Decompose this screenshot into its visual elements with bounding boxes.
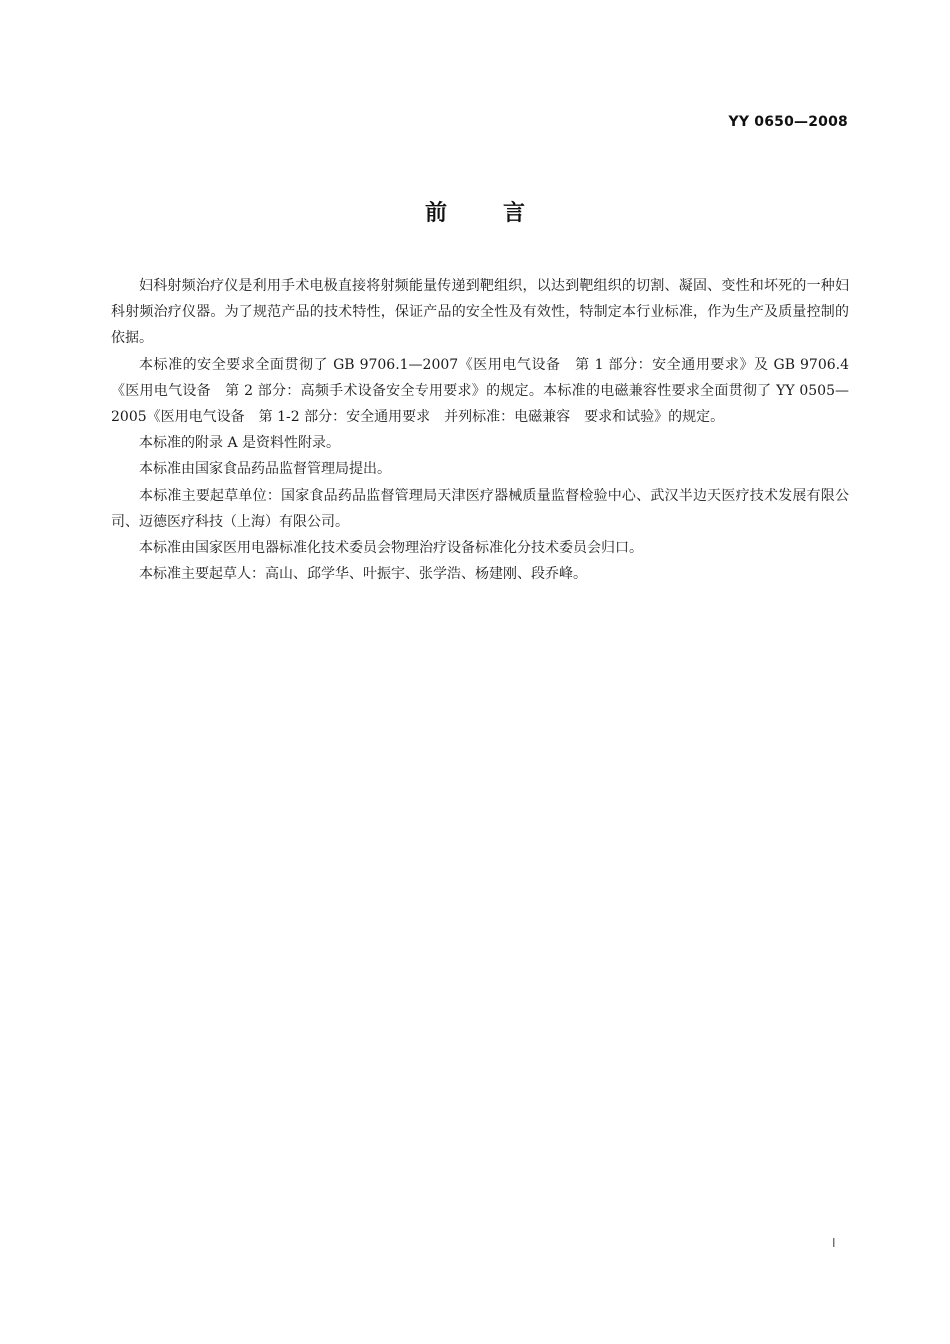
- standard-number: YY 0650—2008: [728, 114, 848, 130]
- foreword-body: [111, 273, 849, 587]
- paragraph-appendix: 本标准的附录 A 是资料性附录。: [139, 435, 341, 452]
- paragraph-proposed-by: 本标准由国家食品药品监督管理局提出。: [139, 461, 391, 478]
- paragraph-safety-requirements: 本标准的安全要求全面贯彻了 GB 9706.1—2007《医用电气设备 第 1 部分：安全通用要求》及 GB 9706.4《医用电气设备 第 2 部分：高频手术设备安全专用要求》的规定。本标准的电磁兼容性要求全面贯彻了 YY 0505—2005《医用电气设备 第 1-2 部分：安全通用要求 并列标准：电磁兼容 要求和试验》的规定。: [111, 356, 849, 426]
- page-number: I: [832, 1236, 836, 1250]
- paragraph-drafters: 本标准主要起草人：高山、邱学华、叶振宇、张学浩、杨建刚、段乔峰。: [139, 566, 587, 583]
- paragraph-drafting-units: 本标准主要起草单位：国家食品药品监督管理局天津医疗器械质量监督检验中心、武汉半边天医疗技术发展有限公司、迈德医疗科技（上海）有限公司。: [111, 487, 849, 530]
- paragraph-intro: 妇科射频治疗仪是利用手术电极直接将射频能量传递到靶组织，以达到靶组织的切割、凝固、变性和坏死的一种妇科射频治疗仪器。为了规范产品的技术特性，保证产品的安全性及有效性，特制定本行业标准，作为生产及质量控制的依据。: [111, 278, 849, 347]
- paragraph-responsible-committee: 本标准由国家医用电器标准化技术委员会物理治疗设备标准化分技术委员会归口。: [139, 540, 643, 557]
- page-title: 前言: [424, 201, 581, 226]
